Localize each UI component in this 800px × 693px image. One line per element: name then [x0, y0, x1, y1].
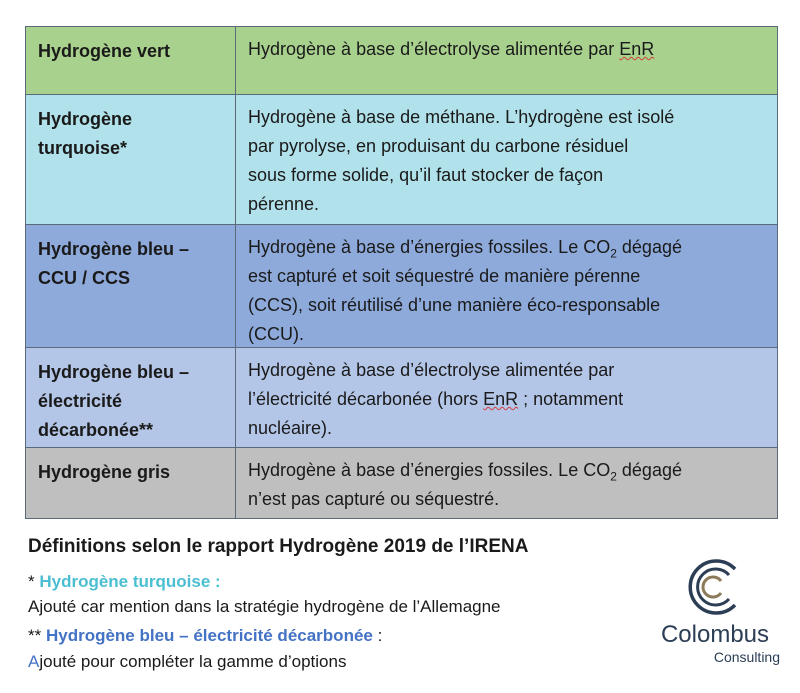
definition-text: dégagé — [616, 237, 682, 257]
term-line: Hydrogène bleu – — [38, 239, 190, 259]
definition-cell — [236, 348, 778, 447]
term-line: décarbonée** — [38, 420, 154, 440]
enr-abbreviation: EnR — [619, 39, 655, 59]
definition-line: (CCU). — [248, 324, 304, 344]
definition-text: ; notamment — [518, 389, 624, 409]
definition-line: sous forme solide, qu’il faut stocker de façon — [248, 165, 604, 185]
definition-line: n’est pas capturé ou séquestré. — [248, 489, 500, 509]
definition-text: dégagé — [616, 460, 682, 480]
definition-line: pérenne. — [248, 194, 320, 214]
definition-cell — [236, 95, 778, 224]
note-marker: ** — [28, 626, 46, 645]
note-turquoise-text: Ajouté car mention dans la stratégie hydrogène de l’Allemagne — [28, 597, 501, 616]
table-row-hydrogene-turquoise — [26, 95, 778, 225]
definition-text: Hydrogène à base d’énergies fossiles. Le CO — [248, 460, 611, 480]
term-line: turquoise* — [38, 138, 128, 158]
logo-subtitle: Consulting — [713, 649, 780, 665]
definition-cell — [236, 27, 778, 94]
subscript-2: 2 — [610, 469, 617, 484]
colombus-c-icon — [683, 555, 747, 619]
definition-line — [248, 233, 765, 262]
note-label: Hydrogène turquoise : — [39, 572, 221, 591]
definition-line — [248, 385, 765, 414]
hydrogen-definitions-table — [25, 26, 778, 519]
definition-text: Hydrogène à base d’électrolyse alimentée par — [248, 39, 620, 59]
term-line: CCU / CCS — [38, 268, 131, 288]
note-colon: : — [372, 626, 383, 645]
term-line: Hydrogène vert — [38, 41, 171, 61]
colombus-logo — [650, 555, 780, 675]
enr-abbreviation: EnR — [483, 389, 519, 409]
term-line: Hydrogène gris — [38, 462, 171, 482]
definition-line: par pyrolyse, en produisant du carbone résiduel — [248, 136, 629, 156]
note-bleu — [28, 626, 382, 646]
definition-cell — [236, 448, 778, 518]
definition-line: est capturé et soit séquestré de manière pérenne — [248, 266, 641, 286]
note-turquoise — [28, 572, 221, 592]
table-row-hydrogene-gris — [26, 448, 778, 519]
note-bleu-text — [28, 652, 346, 672]
note-text: jouté pour compléter la gamme d’options — [39, 652, 347, 671]
definition-line: (CCS), soit réutilisé d’une manière éco-responsable — [248, 295, 661, 315]
caption-title: Définitions selon le rapport Hydrogène 2019 de l’IRENA — [28, 536, 529, 557]
term-cell — [26, 448, 236, 518]
table-row-hydrogene-bleu-ccs — [26, 225, 778, 348]
definition-line: nucléaire). — [248, 418, 333, 438]
definition-text: Hydrogène à base d’énergies fossiles. Le CO — [248, 237, 611, 257]
note-marker: * — [28, 572, 40, 591]
table-row-hydrogene-bleu-electricite — [26, 348, 778, 448]
note-first-letter: A — [28, 652, 40, 671]
logo-name: Colombus — [660, 621, 770, 648]
subscript-2: 2 — [610, 246, 617, 261]
term-cell — [26, 95, 236, 224]
definition-text: l’électricité décarbonée (hors — [248, 389, 484, 409]
definition-line: Hydrogène à base de méthane. L’hydrogène est isolé — [248, 107, 675, 127]
term-cell — [26, 348, 236, 447]
definition-line — [248, 456, 765, 485]
term-line: Hydrogène — [38, 109, 133, 129]
table-row-hydrogene-vert — [26, 27, 778, 95]
term-line: électricité — [38, 391, 123, 411]
term-cell — [26, 27, 236, 94]
term-line: Hydrogène bleu – — [38, 362, 190, 382]
definition-cell — [236, 225, 778, 347]
note-label: Hydrogène bleu – électricité décarbonée — [45, 626, 373, 645]
definition-line: Hydrogène à base d’électrolyse alimentée par — [248, 360, 615, 380]
term-cell — [26, 225, 236, 347]
